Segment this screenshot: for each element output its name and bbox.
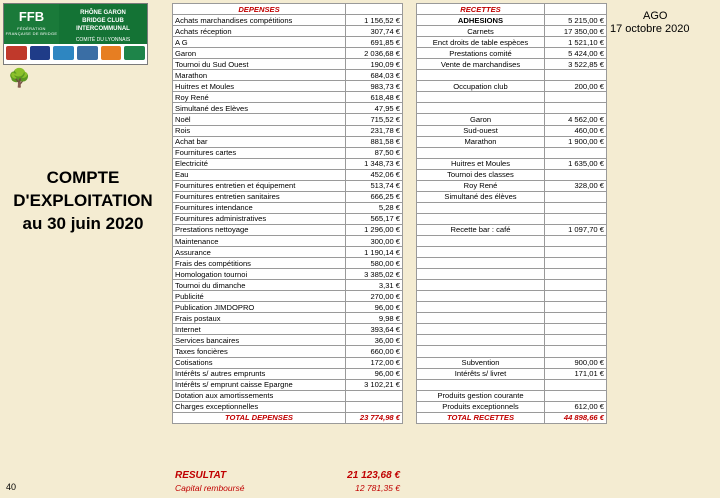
- row-amount: 5 424,00 €: [545, 48, 607, 59]
- total-row: [173, 412, 403, 423]
- meeting-info: [610, 10, 710, 36]
- row-label: Intérêts s/ livret: [417, 368, 545, 379]
- row-label: Simultané des élèves: [417, 191, 545, 202]
- title-line: COMPTE: [46, 168, 120, 187]
- table-row: [417, 291, 607, 302]
- row-label: Fournitures administratives: [173, 213, 346, 224]
- row-amount: [545, 390, 607, 401]
- table-row: [173, 269, 403, 280]
- row-label: [417, 258, 545, 269]
- capital-label: Capital remboursé: [175, 483, 245, 493]
- row-label: A G: [173, 37, 346, 48]
- row-amount: 270,00 €: [346, 291, 403, 302]
- row-amount: [545, 213, 607, 224]
- row-amount: [545, 169, 607, 180]
- table-row: [417, 59, 607, 70]
- row-label: [417, 302, 545, 313]
- row-label: Noël: [173, 114, 346, 125]
- expenses-header-row: [173, 4, 403, 15]
- row-label: Charges exceptionnelles: [173, 401, 346, 412]
- table-row: [417, 37, 607, 48]
- row-label: Frais des compétitions: [173, 258, 346, 269]
- table-row: [173, 280, 403, 291]
- table-row: [173, 191, 403, 202]
- empty-cell: [346, 4, 403, 15]
- expenses-header: DEPENSES: [173, 4, 346, 15]
- row-label: ADHESIONS: [417, 15, 545, 26]
- ago-label: AGO: [643, 10, 668, 22]
- table-row: [173, 291, 403, 302]
- row-label: Cotisations: [173, 357, 346, 368]
- row-label: Publication JIMDOPRO: [173, 302, 346, 313]
- row-amount: [545, 235, 607, 246]
- row-amount: [545, 302, 607, 313]
- table-row: [417, 346, 607, 357]
- row-amount: 200,00 €: [545, 81, 607, 92]
- table-row: [417, 313, 607, 324]
- club-name-line: BRIDGE CLUB: [82, 18, 124, 24]
- row-amount: 3 102,21 €: [346, 379, 403, 390]
- row-amount: [545, 280, 607, 291]
- row-amount: 618,48 €: [346, 92, 403, 103]
- row-label: Huitres et Moules: [173, 81, 346, 92]
- table-row: [417, 191, 607, 202]
- row-label: Roy René: [417, 180, 545, 191]
- row-amount: 9,98 €: [346, 313, 403, 324]
- table-row: [417, 202, 607, 213]
- table-row: [417, 357, 607, 368]
- table-row: [173, 169, 403, 180]
- row-amount: 96,00 €: [346, 302, 403, 313]
- table-row: [417, 280, 607, 291]
- row-label: [417, 235, 545, 246]
- table-row: [173, 158, 403, 169]
- row-amount: 715,52 €: [346, 114, 403, 125]
- row-label: Enct droits de table espèces: [417, 37, 545, 48]
- club-name-line: INTERCOMMUNAL: [76, 26, 130, 32]
- partner-logos: [6, 46, 145, 62]
- row-amount: 2 036,68 €: [346, 48, 403, 59]
- table-row: [173, 258, 403, 269]
- table-row: [173, 346, 403, 357]
- row-label: [417, 269, 545, 280]
- row-label: Subvention: [417, 357, 545, 368]
- table-row: [417, 158, 607, 169]
- table-row: [417, 81, 607, 92]
- table-row: [173, 180, 403, 191]
- table-row: [417, 247, 607, 258]
- page-title: [8, 166, 158, 235]
- row-amount: 17 350,00 €: [545, 26, 607, 37]
- expenses-table: [172, 3, 403, 424]
- page-number: 40: [6, 482, 17, 492]
- row-label: Fournitures entretien et équipement: [173, 180, 346, 191]
- table-row: [173, 103, 403, 114]
- row-amount: [545, 202, 607, 213]
- row-label: Assurance: [173, 247, 346, 258]
- result-block: [175, 470, 400, 493]
- table-row: [417, 224, 607, 235]
- row-label: [417, 202, 545, 213]
- result-label: RESULTAT: [175, 470, 227, 481]
- row-amount: 393,64 €: [346, 324, 403, 335]
- row-label: [417, 324, 545, 335]
- row-amount: 172,00 €: [346, 357, 403, 368]
- partner-logo-icon: [6, 46, 27, 60]
- row-amount: 513,74 €: [346, 180, 403, 191]
- row-label: Taxes foncières: [173, 346, 346, 357]
- row-label: Homologation tournoi: [173, 269, 346, 280]
- row-label: Prestations nettoyage: [173, 224, 346, 235]
- row-amount: [346, 390, 403, 401]
- table-row: [417, 147, 607, 158]
- table-row: [173, 48, 403, 59]
- row-label: Achats réception: [173, 26, 346, 37]
- row-amount: 4 562,00 €: [545, 114, 607, 125]
- row-label: [417, 70, 545, 81]
- table-row: [173, 125, 403, 136]
- row-label: Achats marchandises compétitions: [173, 15, 346, 26]
- row-label: Frais postaux: [173, 313, 346, 324]
- row-amount: 612,00 €: [545, 401, 607, 412]
- table-row: [417, 26, 607, 37]
- table-row: [173, 235, 403, 246]
- row-label: Garon: [417, 114, 545, 125]
- table-row: [417, 302, 607, 313]
- row-amount: 1 156,52 €: [346, 15, 403, 26]
- row-label: [417, 291, 545, 302]
- row-label: Fournitures intendance: [173, 202, 346, 213]
- table-row: [417, 180, 607, 191]
- row-label: Simultané des Elèves: [173, 103, 346, 114]
- row-amount: 87,50 €: [346, 147, 403, 158]
- table-row: [173, 26, 403, 37]
- row-label: Roy René: [173, 92, 346, 103]
- row-label: Fournitures cartes: [173, 147, 346, 158]
- total-amount: 44 898,66 €: [545, 412, 607, 423]
- row-amount: [346, 401, 403, 412]
- row-label: Maintenance: [173, 235, 346, 246]
- table-row: [417, 70, 607, 81]
- row-amount: 96,00 €: [346, 368, 403, 379]
- partner-logo-icon: [30, 46, 51, 60]
- row-amount: 5,28 €: [346, 202, 403, 213]
- row-label: [417, 147, 545, 158]
- total-label: TOTAL DEPENSES: [173, 412, 346, 423]
- revenues-header-row: [417, 4, 607, 15]
- row-label: Sud-ouest: [417, 125, 545, 136]
- row-amount: 460,00 €: [545, 125, 607, 136]
- table-row: [417, 368, 607, 379]
- row-amount: 900,00 €: [545, 357, 607, 368]
- row-amount: 3 522,85 €: [545, 59, 607, 70]
- table-row: [417, 258, 607, 269]
- row-label: Carnets: [417, 26, 545, 37]
- row-label: Publicité: [173, 291, 346, 302]
- row-amount: [545, 247, 607, 258]
- row-label: [417, 280, 545, 291]
- row-amount: [545, 324, 607, 335]
- row-label: [417, 247, 545, 258]
- row-label: [417, 213, 545, 224]
- table-row: [417, 114, 607, 125]
- row-label: Dotation aux amortissements: [173, 390, 346, 401]
- row-amount: 171,01 €: [545, 368, 607, 379]
- row-amount: [545, 191, 607, 202]
- table-row: [417, 103, 607, 114]
- row-amount: 452,06 €: [346, 169, 403, 180]
- row-label: [417, 346, 545, 357]
- table-row: [417, 169, 607, 180]
- ago-date: 17 octobre 2020: [610, 23, 690, 35]
- total-amount: 23 774,98 €: [346, 412, 403, 423]
- table-row: [173, 379, 403, 390]
- row-amount: 1 097,70 €: [545, 224, 607, 235]
- row-label: Electricité: [173, 158, 346, 169]
- table-row: [417, 235, 607, 246]
- table-row: [173, 368, 403, 379]
- row-amount: [545, 313, 607, 324]
- ffb-logo-text: FFB: [18, 9, 45, 24]
- title-line: au 30 juin 2020: [22, 214, 144, 233]
- row-amount: 190,09 €: [346, 59, 403, 70]
- row-amount: 1 348,73 €: [346, 158, 403, 169]
- row-label: Rois: [173, 125, 346, 136]
- row-amount: [545, 379, 607, 390]
- row-amount: 307,74 €: [346, 26, 403, 37]
- row-amount: 47,95 €: [346, 103, 403, 114]
- table-row: [173, 81, 403, 92]
- table-row: [173, 224, 403, 235]
- table-row: [173, 357, 403, 368]
- table-row: [417, 15, 607, 26]
- row-label: Eau: [173, 169, 346, 180]
- ffb-logo-subtext: FÉDÉRATION FRANÇAISE DE BRIDGE: [5, 26, 58, 36]
- row-amount: [545, 147, 607, 158]
- row-amount: [545, 92, 607, 103]
- row-label: Huitres et Moules: [417, 158, 545, 169]
- row-amount: 328,00 €: [545, 180, 607, 191]
- row-amount: 36,00 €: [346, 335, 403, 346]
- empty-cell: [545, 4, 607, 15]
- row-label: Recette bar : café: [417, 224, 545, 235]
- capital-amount: 12 781,35 €: [355, 483, 400, 493]
- partner-logo-icon: [101, 46, 122, 60]
- ffb-logo: [4, 4, 59, 44]
- row-label: Produits gestion courante: [417, 390, 545, 401]
- table-row: [173, 335, 403, 346]
- row-label: Marathon: [417, 136, 545, 147]
- row-amount: [545, 103, 607, 114]
- table-row: [173, 92, 403, 103]
- table-row: [173, 213, 403, 224]
- row-label: Marathon: [173, 70, 346, 81]
- row-label: Vente de marchandises: [417, 59, 545, 70]
- partner-logo-icon: [53, 46, 74, 60]
- table-row: [173, 313, 403, 324]
- row-amount: 691,85 €: [346, 37, 403, 48]
- table-row: [173, 324, 403, 335]
- row-label: Intérêts s/ emprunt caisse Epargne: [173, 379, 346, 390]
- row-label: Produits exceptionnels: [417, 401, 545, 412]
- row-amount: 3,31 €: [346, 280, 403, 291]
- row-amount: 1 900,00 €: [545, 136, 607, 147]
- row-label: [417, 313, 545, 324]
- club-committee: COMITÉ DU LYONNAIS: [75, 37, 131, 43]
- row-label: Garon: [173, 48, 346, 59]
- table-row: [417, 335, 607, 346]
- row-label: Tournoi du dimanche: [173, 280, 346, 291]
- row-amount: [545, 291, 607, 302]
- row-amount: [545, 346, 607, 357]
- row-amount: [545, 335, 607, 346]
- row-label: Tournoi des classes: [417, 169, 545, 180]
- club-logo: [3, 3, 148, 65]
- row-amount: 1 190,14 €: [346, 247, 403, 258]
- partner-logo-icon: [124, 46, 145, 60]
- row-amount: 1 296,00 €: [346, 224, 403, 235]
- row-label: [417, 92, 545, 103]
- row-amount: [545, 258, 607, 269]
- table-row: [173, 59, 403, 70]
- row-amount: 660,00 €: [346, 346, 403, 357]
- table-row: [417, 379, 607, 390]
- table-row: [417, 213, 607, 224]
- table-row: [173, 247, 403, 258]
- row-amount: [545, 269, 607, 280]
- table-row: [173, 147, 403, 158]
- table-row: [173, 202, 403, 213]
- row-amount: 666,25 €: [346, 191, 403, 202]
- row-amount: [545, 70, 607, 81]
- table-row: [417, 136, 607, 147]
- table-row: [417, 269, 607, 280]
- row-label: [417, 335, 545, 346]
- row-amount: 580,00 €: [346, 258, 403, 269]
- table-row: [417, 324, 607, 335]
- table-row: [417, 48, 607, 59]
- result-amount: 21 123,68 €: [347, 470, 400, 481]
- table-row: [417, 92, 607, 103]
- row-label: Intérêts s/ autres emprunts: [173, 368, 346, 379]
- table-row: [417, 390, 607, 401]
- revenues-header: RECETTES: [417, 4, 545, 15]
- row-label: Internet: [173, 324, 346, 335]
- table-row: [417, 125, 607, 136]
- title-line: D'EXPLOITATION: [13, 191, 153, 210]
- row-amount: 1 521,10 €: [545, 37, 607, 48]
- club-name-line: RHÔNE GARON: [80, 10, 126, 16]
- table-row: [417, 401, 607, 412]
- row-amount: 3 385,02 €: [346, 269, 403, 280]
- row-label: Prestations comité: [417, 48, 545, 59]
- row-label: Tournoi du Sud Ouest: [173, 59, 346, 70]
- row-amount: 231,78 €: [346, 125, 403, 136]
- table-row: [173, 114, 403, 125]
- total-row: [417, 412, 607, 423]
- partner-logo-icon: [77, 46, 98, 60]
- table-row: [173, 136, 403, 147]
- row-label: Fournitures entretien sanitaires: [173, 191, 346, 202]
- tree-icon: 🌳: [8, 68, 31, 88]
- table-row: [173, 37, 403, 48]
- table-row: [173, 302, 403, 313]
- row-label: Achat bar: [173, 136, 346, 147]
- row-label: Services bancaires: [173, 335, 346, 346]
- row-label: [417, 103, 545, 114]
- row-label: Occupation club: [417, 81, 545, 92]
- total-label: TOTAL RECETTES: [417, 412, 545, 423]
- row-amount: 300,00 €: [346, 235, 403, 246]
- table-row: [173, 70, 403, 81]
- row-amount: 565,17 €: [346, 213, 403, 224]
- club-name-banner: [59, 4, 147, 44]
- row-label: [417, 379, 545, 390]
- row-amount: 881,58 €: [346, 136, 403, 147]
- table-row: [173, 15, 403, 26]
- table-row: [173, 390, 403, 401]
- row-amount: 5 215,00 €: [545, 15, 607, 26]
- row-amount: 684,03 €: [346, 70, 403, 81]
- table-row: [173, 401, 403, 412]
- row-amount: 1 635,00 €: [545, 158, 607, 169]
- revenues-table: [416, 3, 607, 424]
- row-amount: 983,73 €: [346, 81, 403, 92]
